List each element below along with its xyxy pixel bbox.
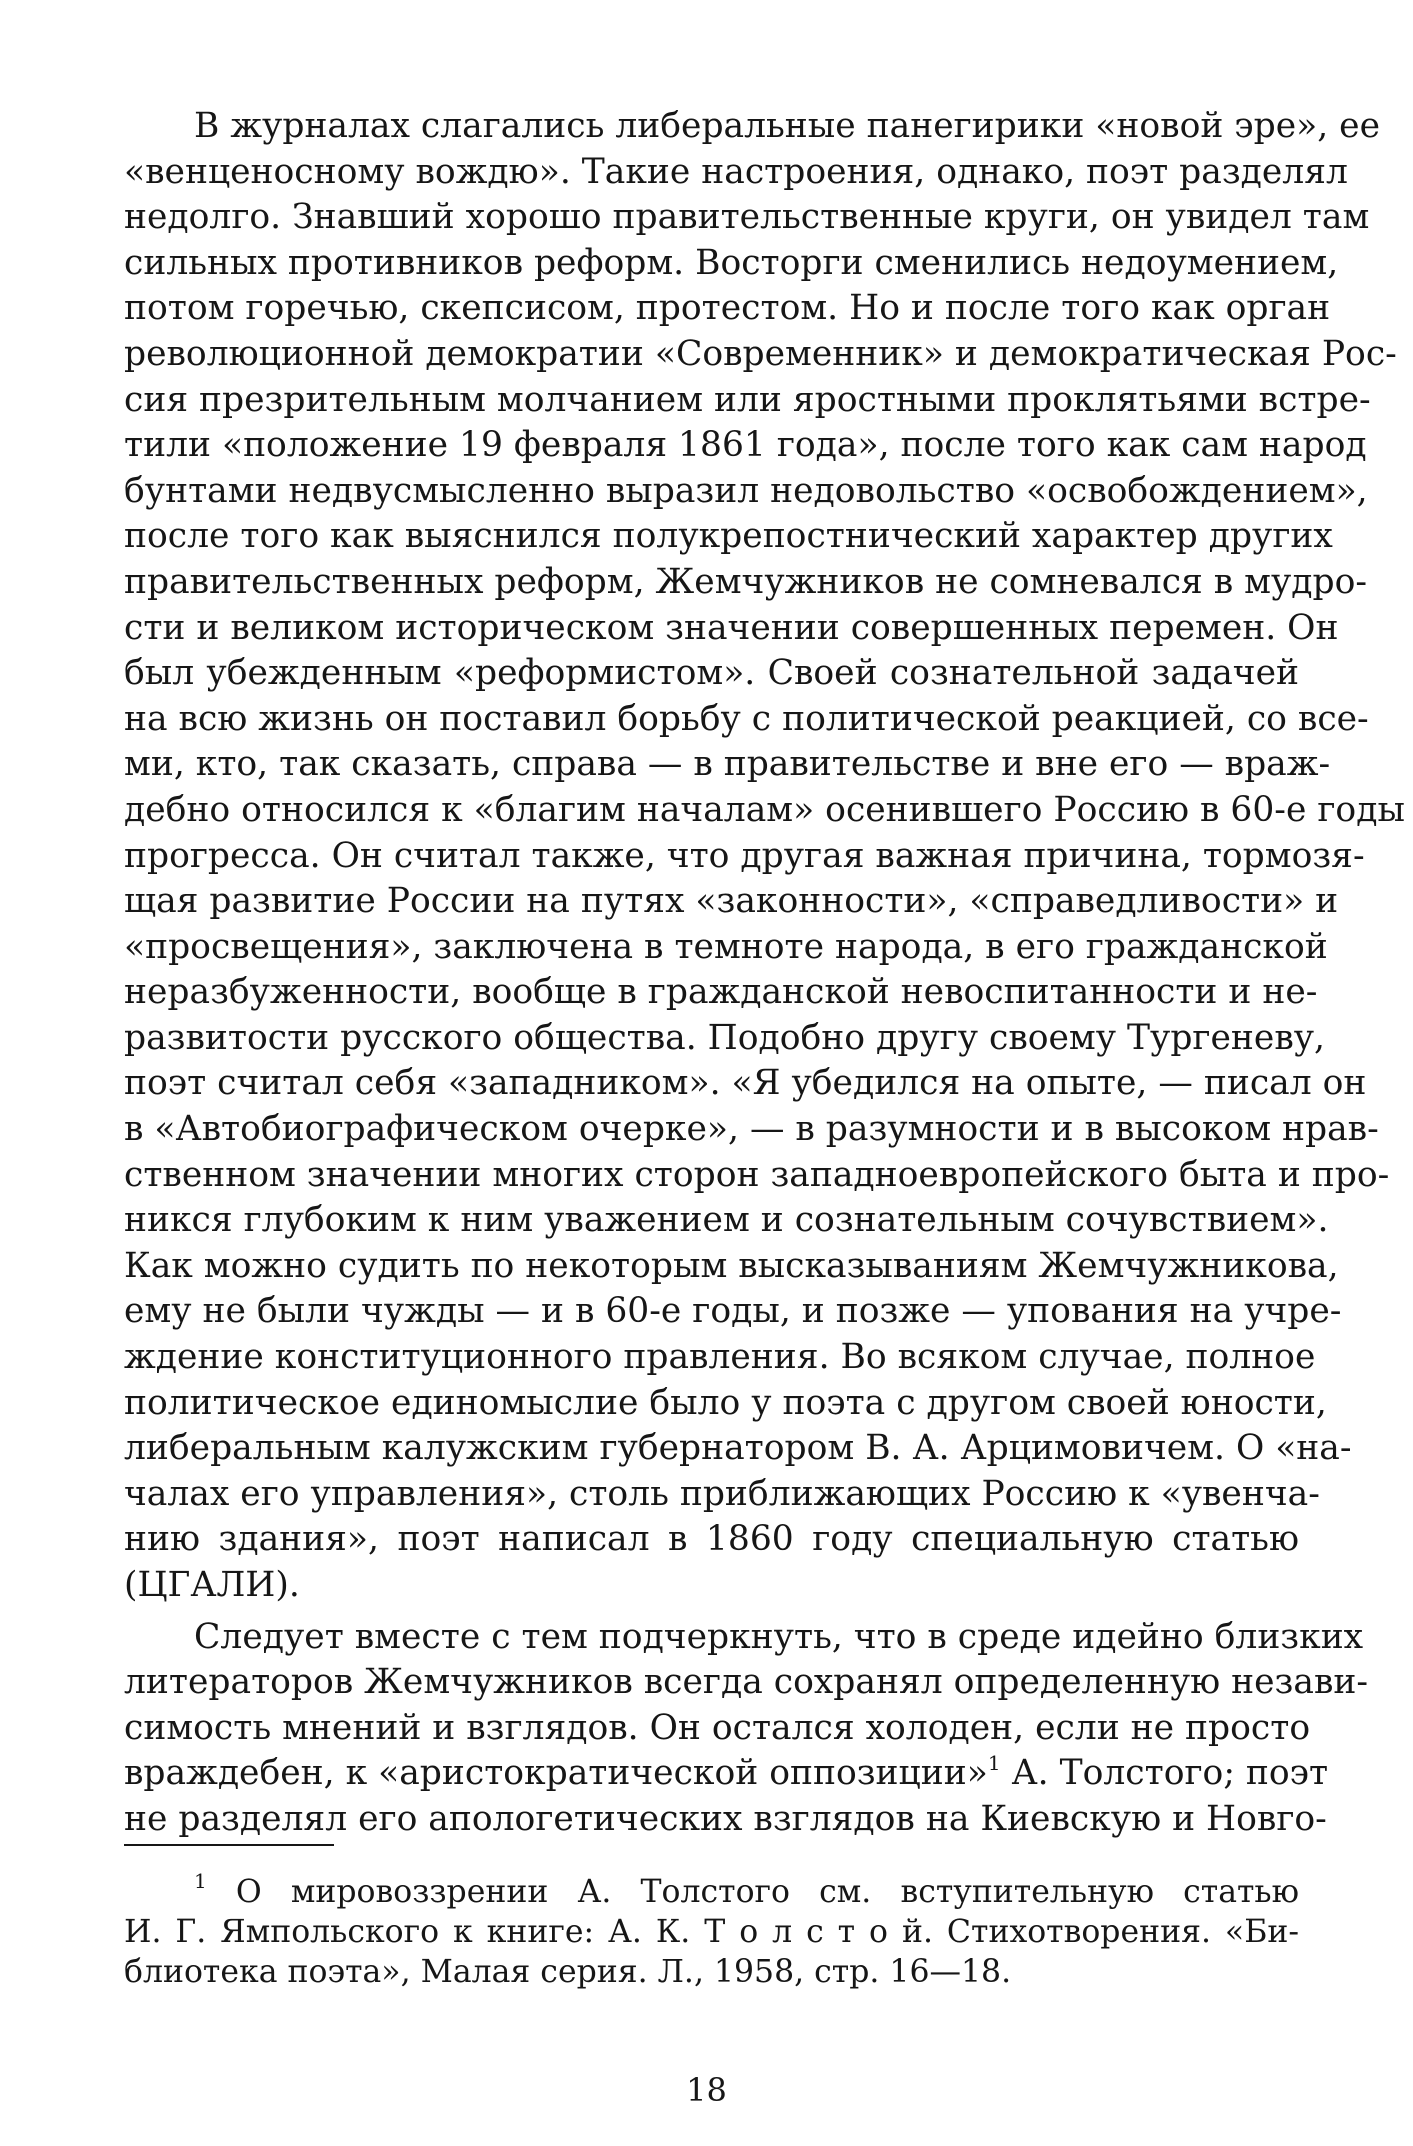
paragraph-2 bbox=[124, 1615, 1369, 1843]
text-line: сти и великом историческом значении совершенных перемен. Он bbox=[124, 607, 1339, 648]
text-line: на всю жизнь он поставил борьбу с политической реакцией, со все- bbox=[124, 698, 1369, 739]
text-line: не разделял его апологетических взглядов на Киевскую и Новго- bbox=[124, 1798, 1327, 1839]
text-line: правительственных реформ, Жемчужников не сомневался в мудро- bbox=[124, 561, 1368, 602]
text-line: чалах его управления», столь приближающих Россию к «увенча- bbox=[124, 1473, 1320, 1514]
text-line: (ЦГАЛИ). bbox=[124, 1565, 300, 1605]
footnote-line: блиотека поэта», Малая серия. Л., 1958, стр. 16—18. bbox=[124, 1954, 1012, 1990]
text-segment: враждебен, к «аристократической оппозиции» bbox=[124, 1753, 988, 1794]
text-line: сильных противников реформ. Восторги сменились недоумением, bbox=[124, 242, 1339, 283]
text-line: ственном значении многих сторон западноевропейского быта и про- bbox=[124, 1154, 1390, 1195]
text-line: литераторов Жемчужников всегда сохранял определенную незави- bbox=[124, 1662, 1369, 1703]
text-line: сия презрительным молчанием или яростными проклятьями встре- bbox=[124, 379, 1371, 420]
footnote bbox=[124, 1869, 1299, 1992]
main-text bbox=[124, 104, 1405, 1843]
text-line: прогресса. Он считал также, что другая важная причина, тормозя- bbox=[124, 835, 1365, 876]
text-line: симость мнений и взглядов. Он остался холоден, если не просто bbox=[124, 1707, 1311, 1748]
footnote-line: И. Г. Ямпольского к книге: А. К. Т о л с т о й. Стихотворения. «Би- bbox=[124, 1914, 1299, 1950]
text-segment: А. Толстого; поэт bbox=[1000, 1753, 1329, 1794]
text-line: бунтами недвусмысленно выразил недовольство «освобождением», bbox=[124, 470, 1368, 511]
footnote-line bbox=[124, 1869, 1299, 1912]
footnote-text: О мировоззрении А. Толстого см. вступительную статью bbox=[206, 1874, 1299, 1910]
text-line: ему не были чужды — и в 60-е годы, и позже — упования на учре- bbox=[124, 1291, 1342, 1332]
text-line: после того как выяснился полукрепостнический характер других bbox=[124, 516, 1333, 557]
text-line: Как можно судить по некоторым высказываниям Жемчужникова, bbox=[124, 1245, 1339, 1286]
text-line: ждение конституционного правления. Во всяком случае, полное bbox=[124, 1337, 1316, 1378]
text-line: «просвещения», заключена в темноте народа, в его гражданской bbox=[124, 926, 1328, 967]
text-line: «венценосному вождю». Такие настроения, однако, поэт разделял bbox=[124, 151, 1348, 192]
footnote-mark: 1 bbox=[194, 1869, 207, 1893]
text-line: тили «положение 19 февраля 1861 года», после того как сам народ bbox=[124, 425, 1367, 466]
text-line: либеральным калужским губернатором В. А. Арцимовичем. О «на- bbox=[124, 1428, 1352, 1469]
text-line: поэт считал себя «западником». «Я убедился на опыте, — писал он bbox=[124, 1063, 1367, 1104]
text-line: никся глубоким к ним уважением и сознательным сочувствием». bbox=[124, 1200, 1329, 1241]
text-line: нию здания», поэт написал в 1860 году специальную статью bbox=[124, 1519, 1299, 1560]
text-line: был убежденным «реформистом». Своей сознательной задачей bbox=[124, 653, 1299, 694]
footnote-separator bbox=[124, 1844, 334, 1846]
text-line: недолго. Знавший хорошо правительственные круги, он увидел там bbox=[124, 197, 1370, 238]
footnote-reference[interactable]: 1 bbox=[987, 1751, 1001, 1776]
text-line: политическое единомыслие было у поэта с другом своей юности, bbox=[124, 1382, 1327, 1423]
text-line-with-footnote-mark bbox=[124, 1751, 1329, 1797]
text-line: в «Автобиографическом очерке», — в разумности и в высоком нрав- bbox=[124, 1109, 1379, 1150]
page-number: 18 bbox=[686, 2071, 727, 2109]
text-line: неразбуженности, вообще в гражданской невоспитанности и не- bbox=[124, 972, 1318, 1013]
text-line: В журналах слагались либеральные панегирики «новой эре», ее bbox=[194, 106, 1381, 146]
text-line: дебно относился к «благим началам» осенившего Россию в 60-е годы bbox=[124, 789, 1405, 830]
text-line: Следует вместе с тем подчеркнуть, что в среде идейно близких bbox=[194, 1616, 1364, 1657]
text-line: развитости русского общества. Подобно другу своему Тургеневу, bbox=[124, 1017, 1326, 1058]
text-line: щая развитие России на путях «законности», «справедливости» и bbox=[124, 881, 1339, 922]
text-line: революционной демократии «Современник» и демократическая Рос- bbox=[124, 333, 1397, 374]
paragraph-1 bbox=[124, 104, 1405, 1609]
text-line: потом горечью, скепсисом, протестом. Но и после того как орган bbox=[124, 288, 1331, 329]
text-line: ми, кто, так сказать, справа — в правительстве и вне его — враж- bbox=[124, 744, 1331, 785]
